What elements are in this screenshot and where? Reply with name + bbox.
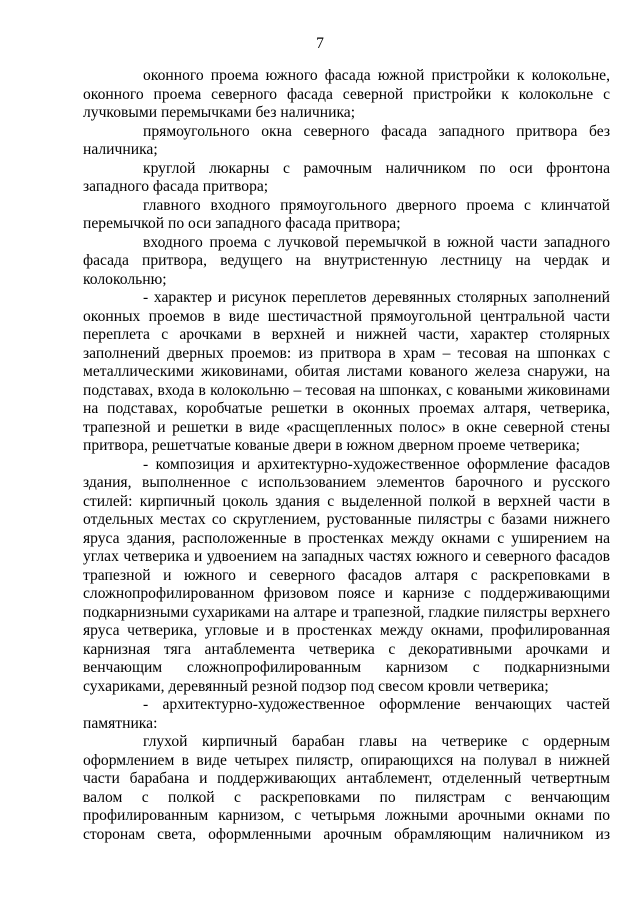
paragraph: - композиция и архитектурно-художественное оформление фасадов здания, выполненное с использованием элементов барочного и русского стилей: кирпичный цоколь здания с выделенной полкой в верхней части в отдельных местах со скруглением, рустованные пилястры с базами нижнего яруса здания, расположенные в простенках между окнами с уширением на углах четверика и удвоением на западных частях южного и северного фасадов трапезной и южного и северного фасадов алтаря с раскреповками в сложнопрофилированном фризовом поясе и карнизе с поддерживающими подкарнизными сухариками на алтаре и трапезной, гладкие пилястры верхнего яруса четверика, угловые и в простенках между окнами, профилированная карнизная тяга антаблемента четверика с декоративными арочками и венчающим сложнопрофилированным карнизом с подкарнизными сухариками, деревянный резной подзор под свесом кровли четверика; — [83, 455, 610, 695]
paragraph: - характер и рисунок переплетов деревянных столярных заполнений оконных проемов в виде шестичастной прямоугольной центральной части переплета с арочками в верхней и нижней части, характер столярных заполнений дверных проемов: из притвора в храм – тесовая на шпонках с металлическими жиковинами, обитая листами кованого железа снаружи, на подставах, входа в колокольню – тесовая на шпонках, с коваными жиковинами на подставах, коробчатые решетки в оконных проемах алтаря, четверика, трапезной и решетки в виде «расщепленных полос» в окне северной стены притвора, решетчатые кованые двери в южном дверном проеме четверика; — [83, 289, 610, 454]
body-text — [83, 67, 610, 844]
paragraph: входного проема с лучковой перемычкой в южной части западного фасада притвора, ведущего на внутристенную лестницу на чердак и колокольню; — [83, 233, 610, 288]
paragraph: главного входного прямоугольного дверного проема с клинчатой перемычкой по оси западного фасада притвора; — [83, 196, 610, 232]
paragraph: прямоугольного окна северного фасада западного притвора без наличника; — [83, 122, 610, 158]
paragraph: круглой люкарны с рамочным наличником по оси фронтона западного фасада притвора; — [83, 159, 610, 195]
page-number: 7 — [316, 35, 324, 52]
paragraph: оконного проема южного фасада южной пристройки к колокольне, оконного проема северного фасада северной пристройки к колокольне с лучковыми перемычками без наличника; — [83, 67, 610, 121]
paragraph: глухой кирпичный барабан главы на четверике с ордерным оформлением в виде четырех пилястр, опирающихся на полувал в нижней части барабана и поддерживающих антаблемент, отделенный четвертным валом с полкой с раскреповками по пилястрам с венчающим профилированным карнизом, с четырьмя ложными арочными окнами по сторонам света, оформленными арочным обрамляющим наличником из — [83, 733, 610, 843]
paragraph: - архитектурно-художественное оформление венчающих частей памятника: — [83, 696, 610, 732]
